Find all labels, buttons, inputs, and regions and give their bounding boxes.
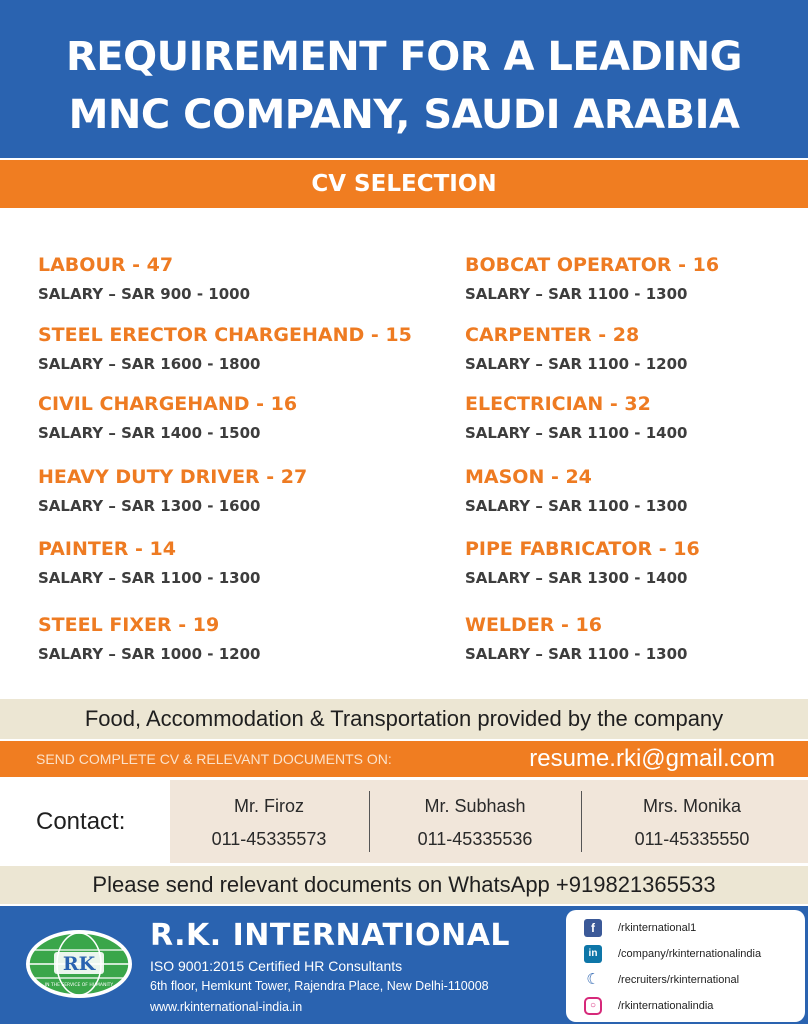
job-salary: SALARY – SAR 1100 - 1300 [465, 285, 688, 303]
job-item [465, 614, 687, 663]
job-item [38, 324, 412, 373]
benefits-bar: Food, Accommodation & Transportation provided by the company [0, 699, 808, 739]
contact-label: Contact: [36, 808, 126, 835]
contact-person-subhash [370, 780, 580, 863]
job-title: HEAVY DUTY DRIVER - 27 [38, 466, 308, 488]
job-title: BOBCAT OPERATOR - 16 [465, 254, 720, 276]
social-link-text: /recruiters/rkinternational [618, 974, 740, 986]
job-salary: SALARY – SAR 1300 - 1400 [465, 569, 688, 587]
job-title: ELECTRICIAN - 32 [465, 393, 651, 415]
linkedin-icon: in [584, 945, 602, 963]
company-name: R.K. INTERNATIONAL [150, 918, 511, 953]
social-link-text: /rkinternationalindia [618, 1000, 714, 1012]
send-cv-bar [0, 741, 808, 777]
naukri-icon: ☾ [584, 971, 602, 989]
company-certification: ISO 9001:2015 Certified HR Consultants [150, 958, 403, 974]
social-linkedin[interactable] [584, 944, 761, 964]
job-item [38, 614, 260, 663]
contact-phone[interactable]: 011-45335536 [417, 829, 533, 849]
cv-selection-bar: CV SELECTION [0, 160, 808, 208]
job-item [465, 538, 700, 587]
job-salary: SALARY – SAR 1100 - 1300 [465, 497, 688, 515]
social-link-text: /rkinternational1 [618, 922, 697, 934]
job-item [38, 466, 307, 515]
contact-phone[interactable]: 011-45335550 [634, 829, 750, 849]
contact-panel [170, 780, 808, 863]
contact-row [0, 780, 808, 863]
header-title-line2: MNC COMPANY, SAUDI ARABIA [68, 92, 740, 138]
social-link-text: /company/rkinternationalindia [618, 948, 762, 960]
job-title: PAINTER - 14 [38, 538, 176, 560]
job-salary: SALARY – SAR 900 - 1000 [38, 285, 251, 303]
job-salary: SALARY – SAR 1100 - 1300 [38, 569, 261, 587]
svg-text:IN THE SERVICE OF HUMANITY: IN THE SERVICE OF HUMANITY [44, 983, 114, 988]
job-salary: SALARY – SAR 1100 - 1300 [465, 645, 688, 663]
company-website[interactable]: www.rkinternational-india.in [150, 1000, 303, 1014]
social-links-panel [566, 910, 805, 1022]
job-item [465, 466, 687, 515]
instagram-icon: ○ [584, 997, 602, 1015]
job-title: LABOUR - 47 [38, 254, 174, 276]
job-item [465, 324, 687, 373]
job-title: CARPENTER - 28 [465, 324, 640, 346]
job-title: MASON - 24 [465, 466, 592, 488]
job-title: CIVIL CHARGEHAND - 16 [38, 393, 298, 415]
job-title: WELDER - 16 [465, 614, 602, 636]
job-item [465, 254, 719, 303]
svg-text:RK: RK [62, 953, 96, 975]
contact-name: Mr. Subhash [424, 796, 526, 816]
job-salary: SALARY – SAR 1400 - 1500 [38, 424, 261, 442]
contact-person-monika [582, 780, 802, 863]
header-title-line1: REQUIREMENT FOR A LEADING [65, 34, 743, 80]
contact-name: Mr. Firoz [234, 796, 304, 816]
job-item [38, 538, 260, 587]
job-item [38, 254, 250, 303]
rk-globe-logo-icon [24, 928, 134, 1000]
job-salary: SALARY – SAR 1300 - 1600 [38, 497, 261, 515]
social-facebook[interactable] [584, 918, 696, 938]
social-instagram[interactable] [584, 996, 713, 1016]
job-salary: SALARY – SAR 1600 - 1800 [38, 355, 261, 373]
send-cv-label: SEND COMPLETE CV & RELEVANT DOCUMENTS ON: [36, 751, 392, 767]
job-item [38, 393, 297, 442]
job-salary: SALARY – SAR 1100 - 1200 [465, 355, 688, 373]
job-title: PIPE FABRICATOR - 16 [465, 538, 700, 560]
company-address: 6th floor, Hemkunt Tower, Rajendra Place, New Delhi-110008 [150, 979, 489, 993]
facebook-icon: f [584, 919, 602, 937]
contact-phone[interactable]: 011-45335573 [211, 829, 327, 849]
job-salary: SALARY – SAR 1100 - 1400 [465, 424, 688, 442]
whatsapp-bar: Please send relevant documents on WhatsApp +919821365533 [0, 866, 808, 904]
header-banner [0, 0, 808, 158]
email-link[interactable]: resume.rki@gmail.com [529, 745, 775, 772]
job-title: STEEL ERECTOR CHARGEHAND - 15 [38, 324, 412, 346]
contact-person-firoz [170, 780, 368, 863]
job-title: STEEL FIXER - 19 [38, 614, 220, 636]
social-naukri[interactable] [584, 970, 739, 990]
job-item [465, 393, 687, 442]
contact-name: Mrs. Monika [642, 796, 741, 816]
job-salary: SALARY – SAR 1000 - 1200 [38, 645, 261, 663]
